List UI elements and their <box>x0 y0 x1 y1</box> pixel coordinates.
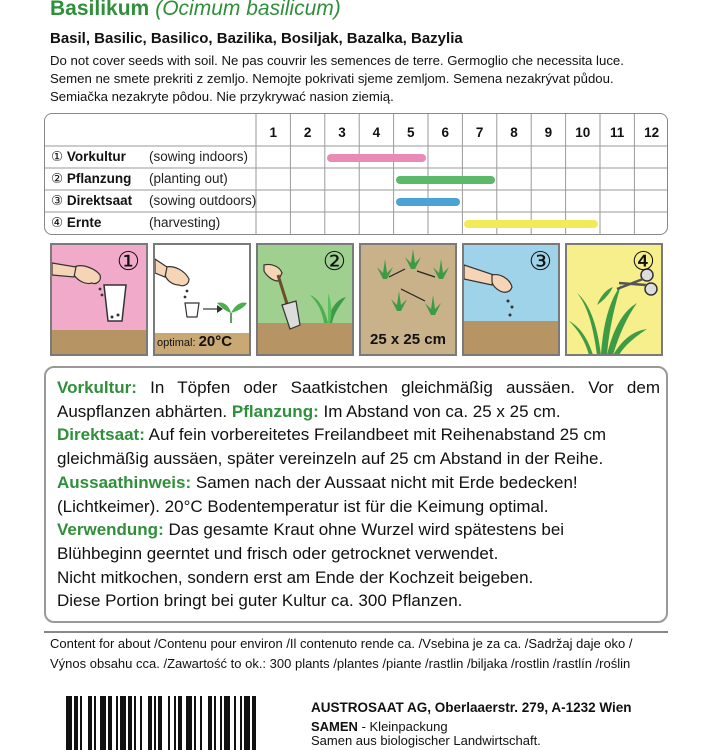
package-info <box>311 720 541 748</box>
row-number: ① <box>51 149 64 164</box>
month-8: 8 <box>510 125 518 140</box>
step-number: ② <box>322 247 346 277</box>
instruction-line: Blühbeginn geerntet und frisch oder getrocknet verwendet. <box>57 543 499 563</box>
spacing-label: 25 x 25 cm <box>370 331 446 348</box>
warning-line-3: Semiačka nezakryte pôdou. Nie przykrywać nasion ziemią. <box>50 89 394 104</box>
warning-line-2: Semen ne smete prekriti z zemljo. Nemojte pokrivati sjeme zemljom. Semena nezakrývat půdou. <box>50 71 614 86</box>
month-3: 3 <box>338 125 346 140</box>
month-10: 10 <box>575 125 591 140</box>
heading-aussaathinweis: Aussaathinweis: <box>57 472 192 492</box>
month-12: 12 <box>644 125 660 140</box>
calendar-row-direktsaat <box>51 193 132 209</box>
month-7: 7 <box>475 125 484 140</box>
row-label: Ernte <box>66 215 102 230</box>
instruction-line <box>57 400 660 424</box>
month-1: 1 <box>269 125 277 140</box>
product-title <box>50 0 341 21</box>
step-number: ③ <box>528 247 552 277</box>
pictogram-planting-out <box>256 243 354 356</box>
pictogram-strip <box>50 243 666 356</box>
period-bar-2 <box>396 176 495 184</box>
step-number: ④ <box>631 247 655 277</box>
calendar-row-vorkultur <box>51 149 126 165</box>
instruction-text: In Töpfen oder Saatkistchen gleichmäßig aussäen. Vor dem <box>136 378 660 397</box>
content-line-1: Content for about /Contenu pour environ /Il contenuto rende ca. /Vsebina je za ca. /Sadržaj daje oko / <box>50 636 633 651</box>
period-bar-4 <box>464 220 598 228</box>
warning-line-1: Do not cover seeds with soil. Ne pas couvrir les semences de terre. Germoglio che necessita luce. <box>50 53 624 68</box>
temperature-value: 20°C <box>198 333 233 350</box>
period-bar-1 <box>327 154 426 162</box>
instruction-line <box>57 376 660 400</box>
temperature-prefix: optimal: <box>157 337 196 349</box>
row-label: Pflanzung <box>66 171 132 186</box>
instruction-text: Auf fein vorbereitetes Freilandbeet mit Reihenabstand 25 cm <box>144 425 607 445</box>
row-label: Vorkultur <box>66 149 126 164</box>
instruction-line: Diese Portion bringt bei guter Kultur ca. 300 Pflanzen. <box>57 591 463 611</box>
instruction-line: Nicht mitkochen, sondern erst am Ende der Kochzeit beigeben. <box>57 567 534 587</box>
instruction-line: (Lichtkeimer). 20°C Bodentemperatur ist für die Keimung optimal. <box>57 496 549 516</box>
calendar-row-pflanzung <box>51 171 131 187</box>
row-label: Direktsaat <box>66 193 133 208</box>
content-quantity <box>50 634 632 673</box>
instructions-text <box>57 376 660 613</box>
heading-pflanzung: Pflanzung: <box>231 401 319 421</box>
calendar-row-ernte <box>51 215 101 231</box>
company-address: AUSTROSAAT AG, Oberlaaerstr. 279, A-1232 Wien <box>311 700 632 715</box>
barcode <box>58 696 286 750</box>
row-english: (sowing indoors) <box>149 149 249 164</box>
row-number: ③ <box>51 193 64 208</box>
content-line-2: Výnos obsahu cca. /Zawartość to ok.: 300 plants /plantes /piante /rastlin /biljaka /rostlin /rastlín /roślin <box>50 655 631 671</box>
month-6: 6 <box>441 125 449 140</box>
heading-vorkultur: Vorkultur: <box>57 378 137 397</box>
title-latin-name: (Ocimum basilicum) <box>155 0 341 20</box>
row-english: (sowing outdoors) <box>149 193 257 208</box>
instruction-line <box>57 471 660 495</box>
instruction-line: gleichmäßig aussäen, später vereinzeln auf 25 cm Abstand in der Reihe. <box>57 449 604 469</box>
row-english: (harvesting) <box>149 215 221 230</box>
translated-names: Basil, Basilic, Basilico, Bazilika, Bosiljak, Bazalka, Bazylia <box>50 30 463 47</box>
instruction-line <box>57 518 660 542</box>
month-5: 5 <box>407 125 415 140</box>
pictogram-spacing <box>359 243 457 356</box>
row-number: ② <box>51 171 64 186</box>
sowing-calendar <box>44 113 668 235</box>
month-2: 2 <box>303 125 312 140</box>
row-english: (planting out) <box>149 171 228 186</box>
row-number: ④ <box>51 215 64 230</box>
pictogram-sowing-indoors <box>50 243 148 356</box>
instruction-text: Das gesamte Kraut ohne Wurzel wird spätestens bei <box>163 520 565 540</box>
pictogram-germination <box>153 243 251 356</box>
divider <box>44 631 668 633</box>
instructions-box <box>44 366 668 623</box>
pictogram-harvesting <box>565 243 663 356</box>
instruction-text: Im Abstand von ca. 25 x 25 cm. <box>318 401 561 421</box>
samen-label: SAMEN <box>311 719 358 734</box>
organic-note: Samen aus biologischer Landwirtschaft. <box>311 733 541 748</box>
instruction-text: Auspflanzen abhärten. <box>57 401 232 421</box>
month-9: 9 <box>544 125 553 140</box>
instruction-line <box>57 423 660 447</box>
temperature-label <box>157 333 232 350</box>
month-4: 4 <box>372 125 381 140</box>
instruction-text: Samen nach der Aussaat nicht mit Erde bedecken! <box>191 472 578 492</box>
heading-direktsaat: Direktsaat: <box>57 425 145 445</box>
title-common-name: Basilikum <box>50 0 150 20</box>
pictogram-sowing-outdoors <box>462 243 560 356</box>
step-number: ① <box>116 247 140 277</box>
soil-band <box>52 330 148 356</box>
period-bar-3 <box>396 198 461 206</box>
month-11: 11 <box>610 125 625 140</box>
heading-verwendung: Verwendung: <box>57 520 164 540</box>
package-type: - Kleinpackung <box>357 719 448 734</box>
